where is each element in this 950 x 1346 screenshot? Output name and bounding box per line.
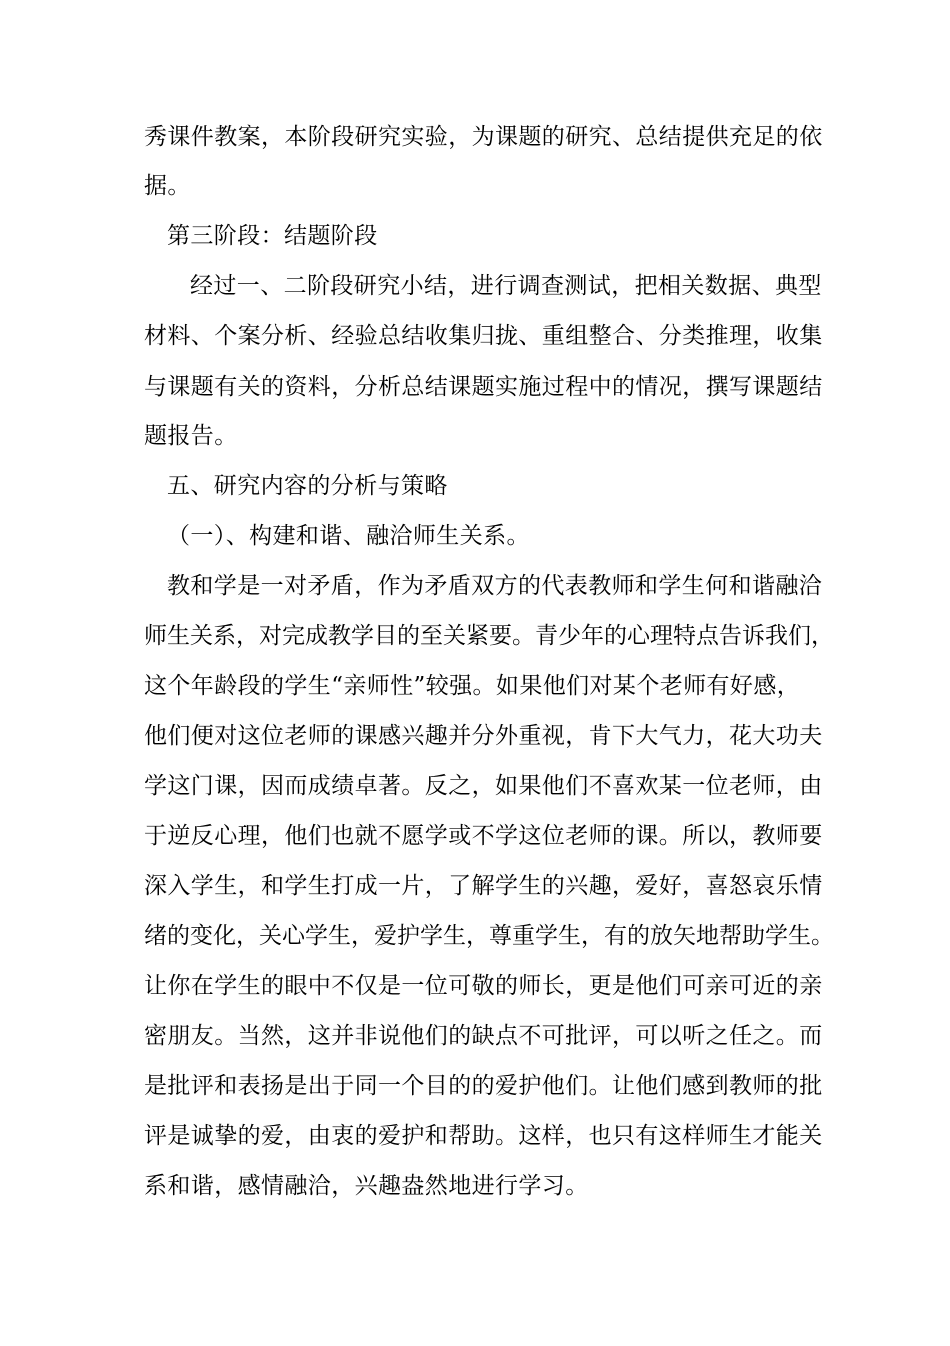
paragraph-first-line: 经过一、二阶段研究小结，进行调查测试，把相关数据、典型 bbox=[190, 273, 822, 299]
text-line: 是批评和表扬是出于同一个目的的爱护他们。让他们感到教师的批 bbox=[144, 1073, 823, 1099]
text-line: 与课题有关的资料，分析总结课题实施过程中的情况，撰写课题结 bbox=[144, 374, 823, 400]
text-line: 系和谐，感情融洽，兴趣盎然地进行学习。 bbox=[144, 1173, 589, 1199]
text-line: 材料、个案分析、经验总结收集归拢、重组整合、分类推理，收集 bbox=[144, 323, 823, 349]
section-heading: 五、研究内容的分析与策略 bbox=[167, 473, 448, 499]
text-line: 评是诚挚的爱，由衷的爱护和帮助。这样，也只有这样师生才能关 bbox=[144, 1123, 823, 1149]
section-heading: 第三阶段：结题阶段 bbox=[167, 223, 378, 249]
text-line: 秀课件教案，本阶段研究实验，为课题的研究、总结提供充足的依 bbox=[144, 124, 823, 150]
text-line: 绪的变化，关心学生，爱护学生，尊重学生，有的放矢地帮助学生。 bbox=[144, 923, 834, 949]
text-line: 他们便对这位老师的课感兴趣并分外重视，肯下大气力，花大功夫 bbox=[144, 723, 823, 749]
subsection-heading: （一）、构建和谐、融洽师生关系。 bbox=[167, 523, 530, 549]
paragraph-first-line: 教和学是一对矛盾，作为矛盾双方的代表教师和学生何和谐融洽 bbox=[167, 573, 823, 599]
text-line: 让你在学生的眼中不仅是一位可敬的师长，更是他们可亲可近的亲 bbox=[144, 973, 823, 999]
text-line: 深入学生，和学生打成一片，了解学生的兴趣，爱好，喜怒哀乐情 bbox=[144, 873, 823, 899]
text-line: 题报告。 bbox=[144, 423, 238, 449]
text-line: 于逆反心理，他们也就不愿学或不学这位老师的课。所以，教师要 bbox=[144, 823, 823, 849]
text-line: 这个年龄段的学生“亲师性”较强。如果他们对某个老师有好感， bbox=[144, 673, 801, 699]
text-line: 学这门课，因而成绩卓著。反之，如果他们不喜欢某一位老师，由 bbox=[144, 773, 823, 799]
text-line: 据。 bbox=[144, 173, 191, 199]
text-line: 密朋友。当然，这并非说他们的缺点不可批评，可以听之任之。而 bbox=[144, 1023, 823, 1049]
text-line: 师生关系，对完成教学目的至关紧要。青少年的心理特点告诉我们， bbox=[144, 623, 834, 649]
